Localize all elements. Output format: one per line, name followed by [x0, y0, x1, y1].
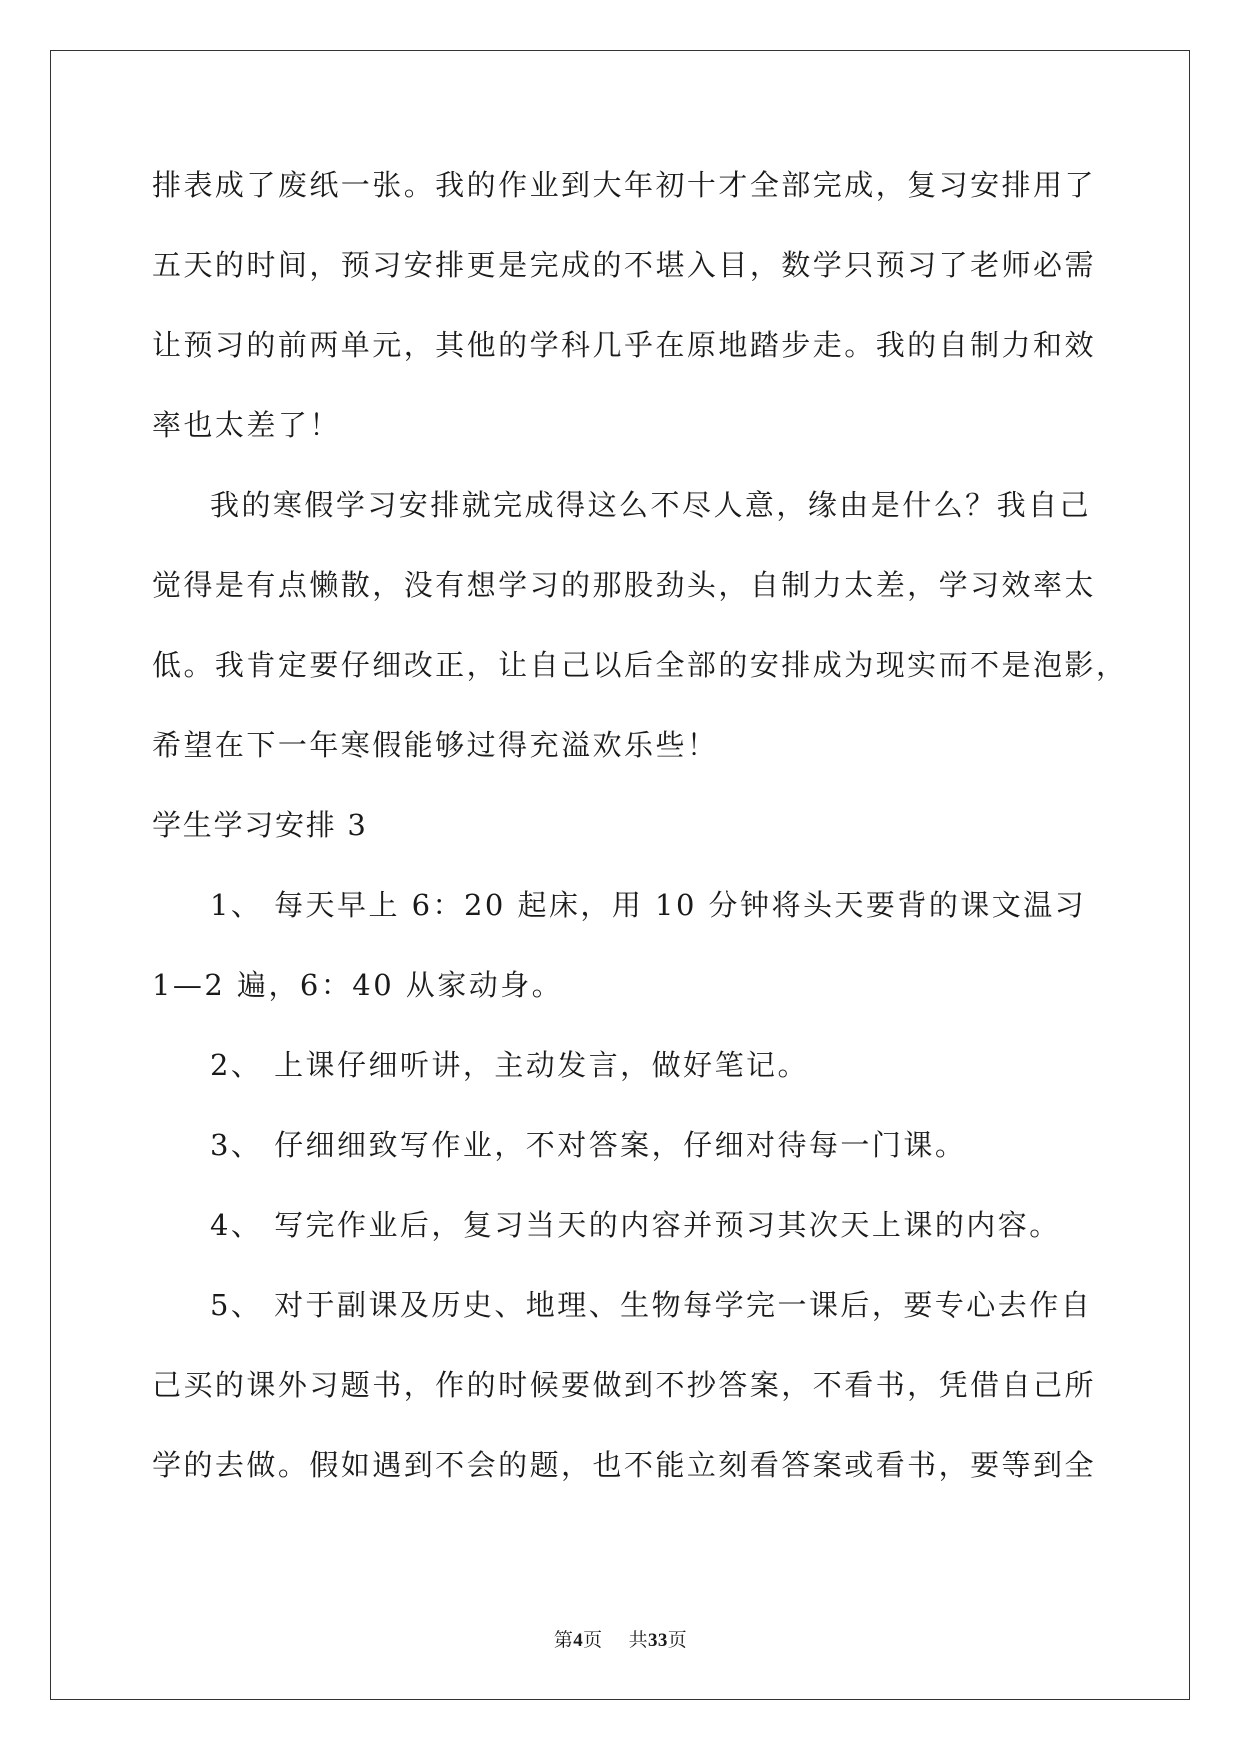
document-body — [152, 145, 1128, 1505]
text-line: 希望在下一年寒假能够过得充溢欢乐些！ — [152, 728, 719, 762]
text-line: 1—2 遍，6：40 从家动身。 — [152, 968, 564, 1002]
text-line: 让预习的前两单元，其他的学科几乎在原地踏步走。我的自制力和效 — [152, 328, 1096, 362]
page-label-suffix: 页 — [583, 1629, 603, 1651]
total-pages: 33 — [647, 1630, 668, 1651]
text-line: 五天的时间，预习安排更是完成的不堪入目，数学只预习了老师必需 — [152, 248, 1096, 282]
total-label-prefix: 共 — [628, 1629, 648, 1651]
text-line: 排表成了废纸一张。我的作业到大年初十才全部完成，复习安排用了 — [152, 168, 1096, 202]
text-line: 觉得是有点懒散，没有想学习的那股劲头，自制力太差，学习效率太 — [152, 568, 1096, 602]
page-footer — [0, 1625, 1241, 1652]
text-line: 5、 对于副课及历史、地理、生物每学完一课后，要专心去作自 — [210, 1288, 1093, 1322]
text-line: 4、 写完作业后，复习当天的内容并预习其次天上课的内容。 — [210, 1208, 1061, 1242]
page-label-prefix: 第 — [553, 1629, 574, 1651]
text-line: 3、 仔细细致写作业，不对答案，仔细对待每一门课。 — [210, 1128, 967, 1162]
total-label-suffix: 页 — [667, 1629, 688, 1651]
text-line: 1、 每天早上 6：20 起床，用 10 分钟将头天要背的课文温习 — [210, 888, 1087, 922]
text-line: 低。我肯定要仔细改正，让自己以后全部的安排成为现实而不是泡影， — [152, 648, 1128, 682]
section-heading: 学生学习安排 3 — [152, 808, 368, 842]
text-line: 率也太差了！ — [152, 408, 341, 442]
text-line: 我的寒假学习安排就完成得这么不尽人意，缘由是什么？我自己 — [210, 488, 1092, 522]
text-line: 2、 上课仔细听讲，主动发言，做好笔记。 — [210, 1048, 809, 1082]
page-number: 4 — [573, 1630, 584, 1651]
text-line: 己买的课外习题书，作的时候要做到不抄答案，不看书，凭借自己所 — [152, 1368, 1096, 1402]
text-line: 学的去做。假如遇到不会的题，也不能立刻看答案或看书，要等到全 — [152, 1448, 1096, 1482]
